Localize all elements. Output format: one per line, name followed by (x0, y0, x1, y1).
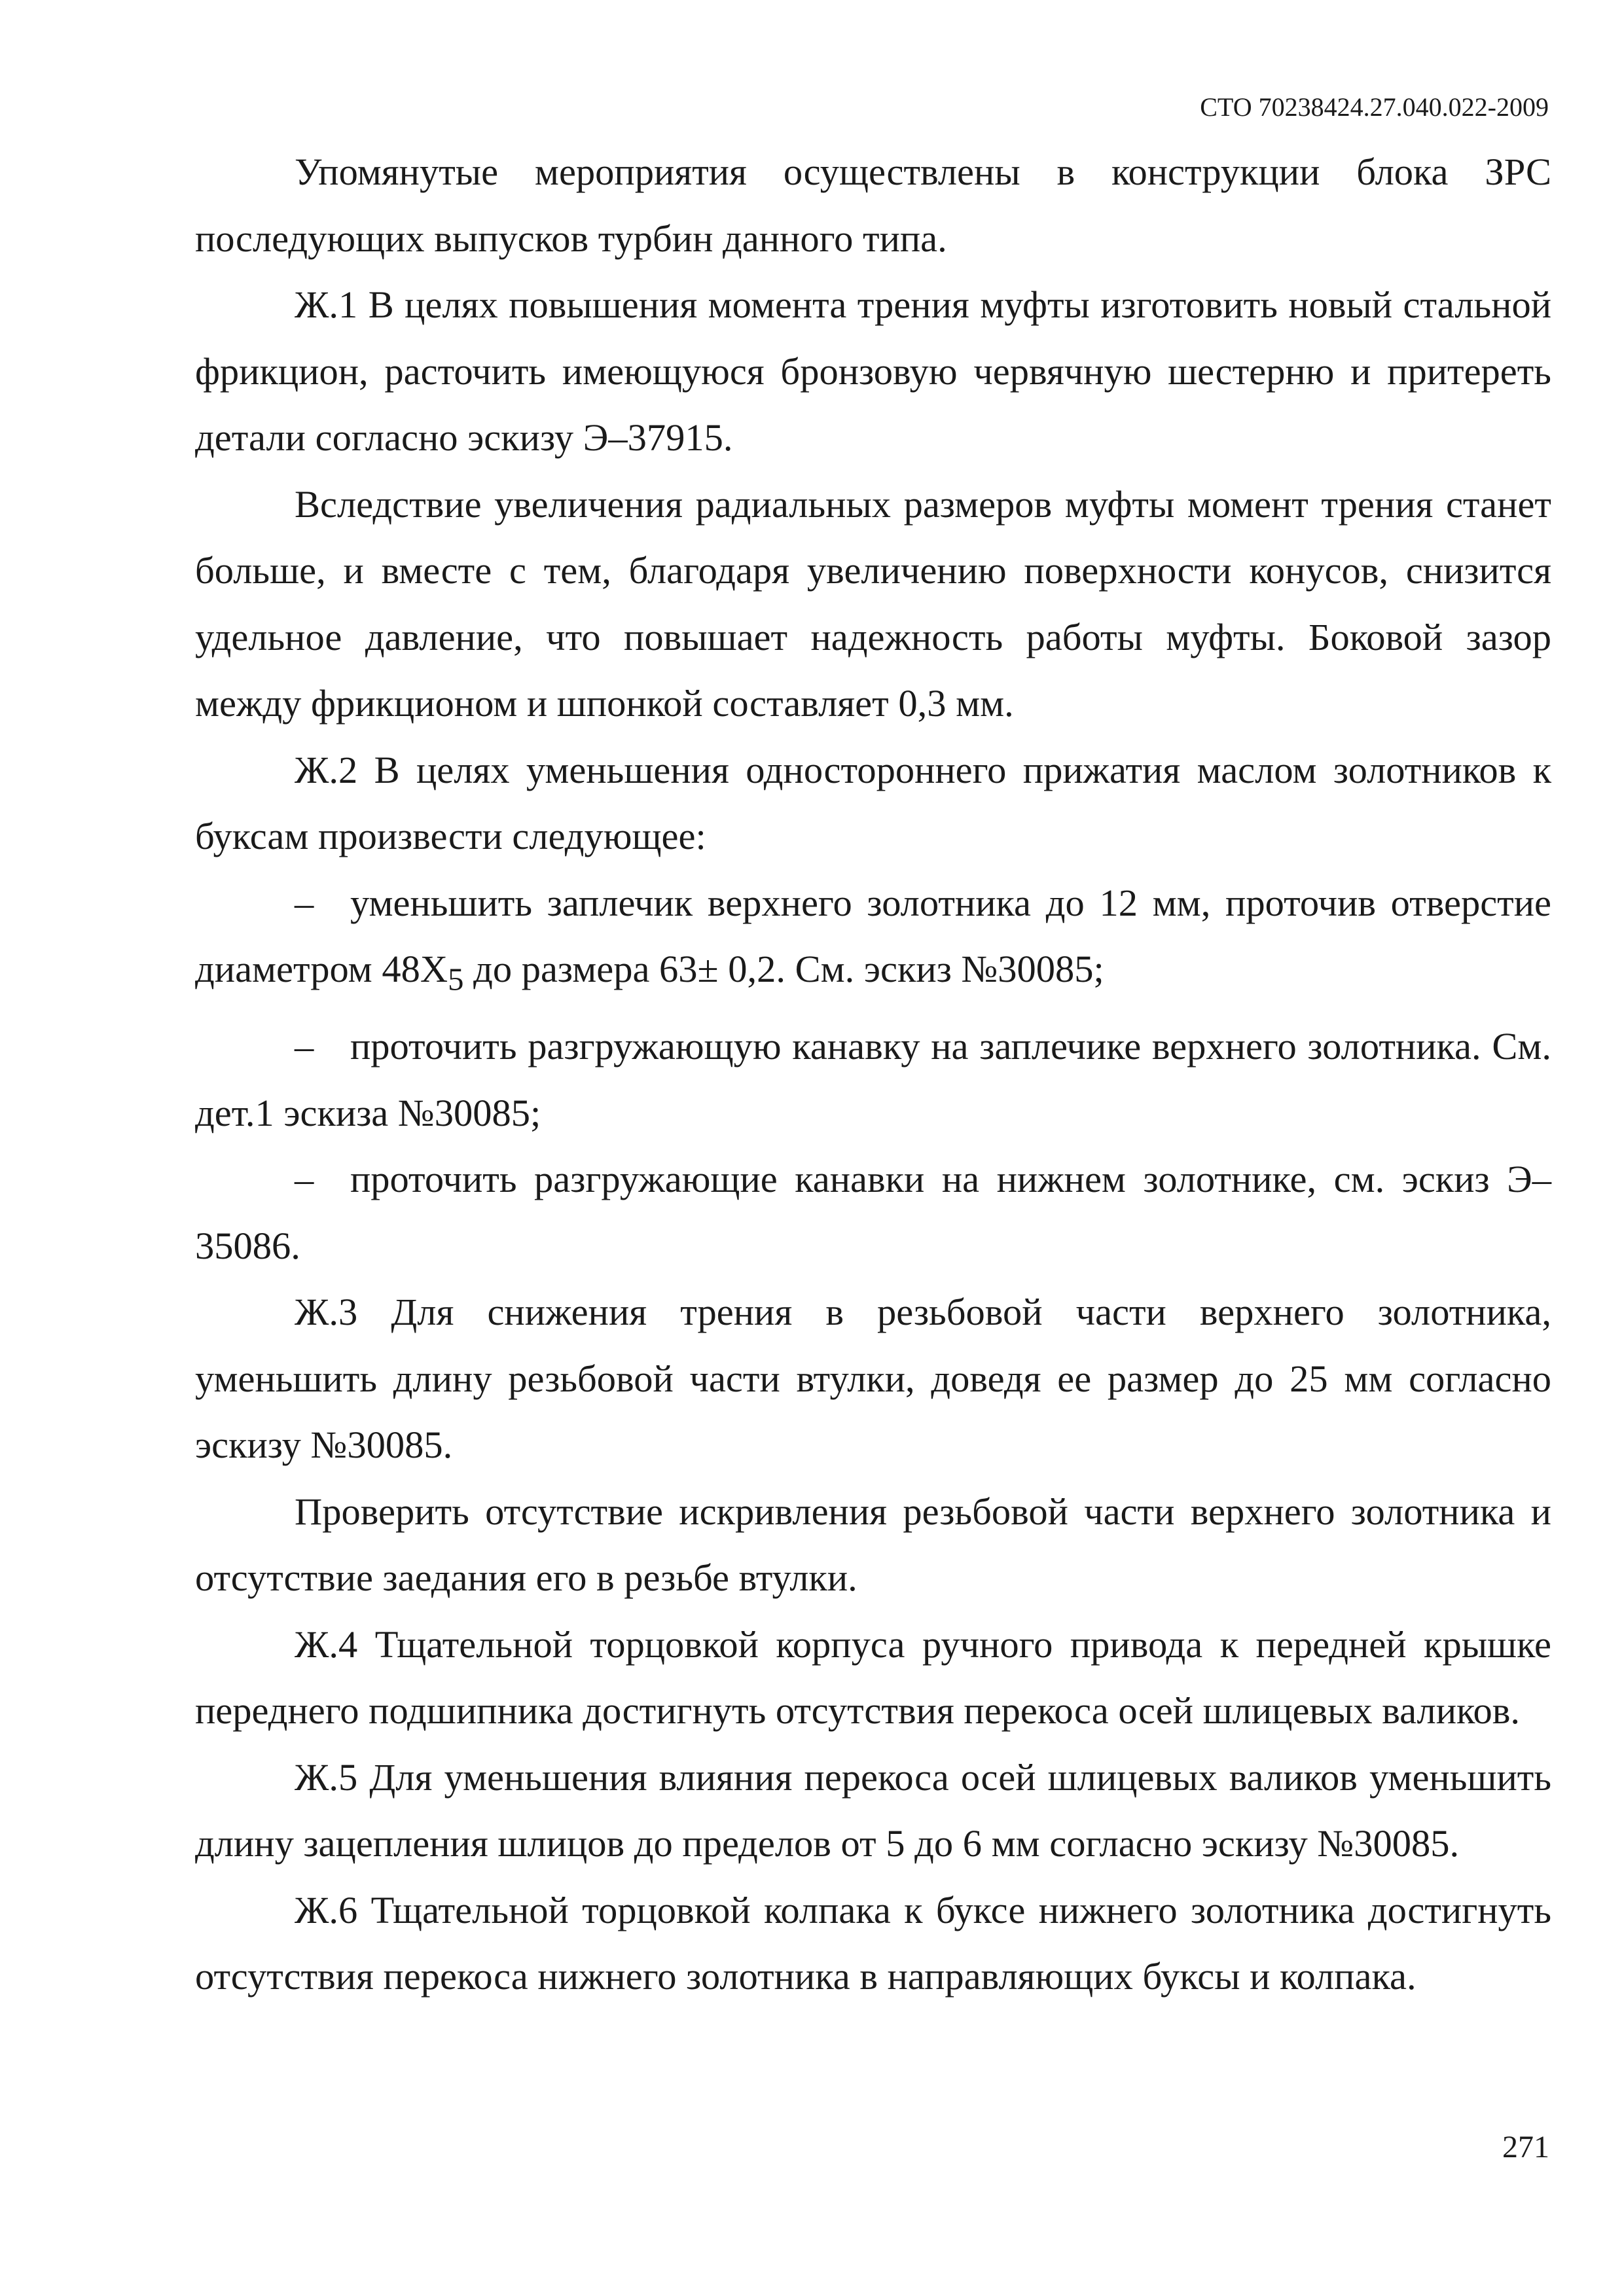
list-item-text: до размера 63± 0,2. См. эскиз №30085; (463, 948, 1104, 990)
list-item (195, 870, 1551, 1014)
paragraph-zh1: Ж.1 В целях повышения момента трения муфты изготовить новый стальной фрикцион, расточить имеющуюся бронзовую червячную шестерню и притереть детали согласно эскизу Э–37915. (195, 283, 1551, 459)
list-item-text: проточить разгружающие канавки на нижнем золотнике, см. эскиз Э–35086. (195, 1158, 1551, 1267)
document-code-header: СТО 70238424.27.040.022-2009 (1200, 92, 1549, 122)
list-item-text: проточить разгружающую канавку на заплечике верхнего золотника. См. дет.1 эскиза №30085; (195, 1025, 1551, 1134)
document-body (195, 139, 1551, 2010)
paragraph-zh2: Ж.2 В целях уменьшения одностороннего прижатия маслом золотников к буксам произвести следующее: (195, 748, 1551, 857)
page-number: 271 (1502, 2130, 1549, 2164)
paragraph: Упомянутые мероприятия осуществлены в конструкции блока ЗРС последующих выпусков турбин данного типа. (195, 151, 1551, 260)
list-item (195, 1013, 1551, 1146)
list-item-text: уменьшить заплечик верхнего золотника до 12 мм, проточив отверстие диаметром 48Х (195, 881, 1551, 990)
paragraph-zh6: Ж.6 Тщательной торцовкой колпака к буксе нижнего золотника достигнуть отсутствия перекоса нижнего золотника в направляющих буксы и колпака. (195, 1888, 1551, 1998)
paragraph-zh5: Ж.5 Для уменьшения влияния перекоса осей шлицевых валиков уменьшить длину зацепления шлицов до пределов от 5 до 6 мм согласно эскизу №30085. (195, 1755, 1551, 1865)
paragraph: Вследствие увеличения радиальных размеров муфты момент трения станет больше, и вместе с тем, благодаря увеличению поверхности конусов, снизится удельное давление, что повышает надежность работы муфты. Боковой зазор между фрикционом и шпонкой составляет 0,3 мм. (195, 482, 1551, 725)
subscript: 5 (448, 961, 464, 997)
paragraph-zh3: Ж.3 Для снижения трения в резьбовой части верхнего золотника, уменьшить длину резьбовой части втулки, доведя ее размер до 25 мм согласно эскизу №30085. (195, 1291, 1551, 1467)
list-dash: – (295, 1025, 314, 1068)
list-dash: – (295, 881, 314, 924)
paragraph-zh4: Ж.4 Тщательной торцовкой корпуса ручного привода к передней крышке переднего подшипника достигнуть отсутствия перекоса осей шлицевых валиков. (195, 1623, 1551, 1732)
list-dash: – (295, 1158, 314, 1201)
paragraph: Проверить отсутствие искривления резьбовой части верхнего золотника и отсутствие заедания его в резьбе втулки. (195, 1490, 1551, 1600)
list-item (195, 1146, 1551, 1279)
